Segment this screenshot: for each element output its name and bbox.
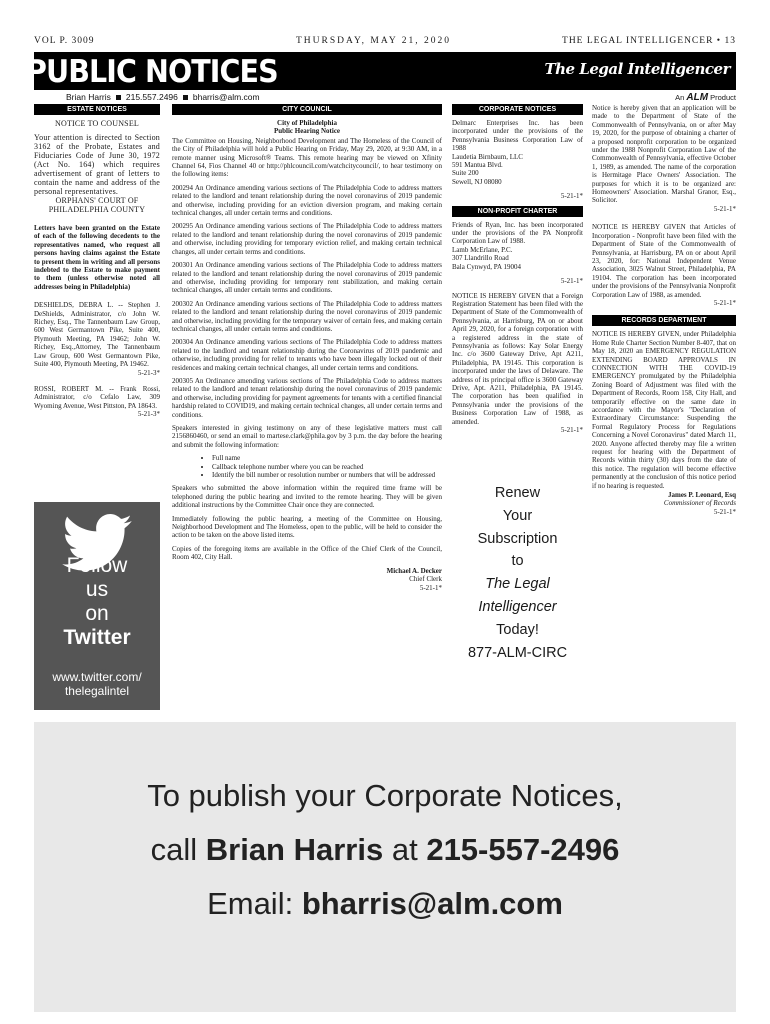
letters-granted: Letters have been granted on the Estate of each of the following decedents to the representatives named, who request all persons having claims against the Estate to present them in writing and all persons indebted to the Estate to make payment to them (unless otherwise noted all addresses being in Philadelphia): [34, 224, 160, 291]
speakers-followup: Speakers who submitted the above information within the required time frame will be telephoned during the public hearing and invited to the remote hearing. They will be given additional instructions by the Committee Chair once they are connected.: [172, 484, 442, 510]
page-title: PUBLIC NOTICES: [26, 54, 278, 90]
address-line: 307 Llandrillo Road: [452, 254, 509, 263]
alm-prefix: An: [675, 93, 685, 102]
section-header-city-council: CITY COUNCIL: [172, 104, 442, 115]
section-header-estate: ESTATE NOTICES: [34, 104, 160, 115]
ordinance-item: 200301 An Ordinance amending various sections of The Philadelphia Code to address matters related to the landlord and tenant relationship during the novel coronavirus of 2019 pandemic and otherwise, including providing for temporary rent stabilization, and making certain technical changes, all under certain terms and conditions.: [172, 261, 442, 295]
banner-text: call: [150, 832, 198, 867]
list-item: • Callback telephone number where you can be reached: [212, 463, 442, 471]
banner-text: at: [391, 832, 418, 867]
non-profit-notice: Notice is hereby given that an application will be made to the Department of State of the Commonwealth of Pennsylvania, on or after May 19, 2020, for the purpose of obtaining a charter of a proposed nonprofit corporation to be organized under the 1988 Nonprofit Corporation Law of the Commonwealth of Pennsylvania, effective October 1, 1989, as amended. The name of the corporation is Hermitage Place Owners' Association. The purposes for which it is to be organized are: Homeowners' Association. Marshal Granor, Esq., Solicitor.: [592, 104, 736, 205]
ordinance-item: 200305 An Ordinance amending various sections of The Philadelphia Code to address matters related to the landlord and tenant relationship during the novel coronavirus of 2019 pandemic and otherwise, including providing for payment agreements for tenants with a certified financial hardship related to COVID19, and making certain technical changes, all under certain terms and conditions.: [172, 376, 442, 419]
paper-name-page: THE LEGAL INTELLIGENCER • 13: [562, 36, 736, 46]
city-council-column: [172, 104, 442, 597]
address-line: 591 Mantua Blvd.: [452, 161, 503, 170]
banner-line-1: To publish your Corporate Notices,: [147, 778, 623, 813]
square-bullet-icon: [116, 95, 121, 100]
publish-banner: [34, 722, 736, 1012]
square-bullet-icon: [183, 95, 188, 100]
renew-line: Subscription: [477, 530, 558, 547]
follow-line: us: [85, 578, 109, 601]
alm-logo: ALM: [686, 92, 709, 103]
hearing-intro: The Committee on Housing, Neighborhood Development and The Homeless of the Council of the City of Philadelphia will hold a Public Hearing on Friday, May 29, 2020, at 9:30 AM, in a remote manner using Microsoft® Teams. This remote hearing may be viewed on Xfinity Channel 64, Fios Channel 40 or http://phlcouncil.com/watchcitycouncil/, to hear testimony on the following items:: [172, 136, 442, 179]
alm-product-tag: [675, 92, 736, 103]
contact-name: Brian Harris: [66, 92, 111, 102]
ordinance-item: 200294 An Ordinance amending various sections of The Philadelphia Code to address matters related to the landlord and tenant relationship during the novel coronavirus of 2019 pandemic and otherwise, including providing for an eviction diversion program, and making certain technical changes, all under certain terms and conditions.: [172, 183, 442, 218]
signature-name: James P. Leonard, Esq: [667, 491, 736, 500]
notice-type: Public Hearing Notice: [273, 127, 341, 136]
notice-date: 5-21-1*: [560, 277, 583, 286]
signature-title: Commissioner of Records: [663, 499, 736, 508]
legal-intelligencer-logo: The Legal Intelligencer: [544, 60, 730, 78]
notice-date: 5-21-1*: [713, 298, 736, 307]
estate-notice: DESHIELDS, DEBRA L. -- Stephen J. DeShields, Administrator, c/o John W. Richey, Esq., The Tannenbaum Law Group, 600 West Germantown Pike, Suite 400, Plymouth Meeting, PA 19462; John W. Richey, Esq.,Attorney, The Tannenbaum Law Group, 600 West Germantown Pike, Suite 400, Plymouth Meeting, PA 19462.: [34, 301, 160, 369]
signature-name: Michael A. Decker: [386, 566, 442, 575]
banner-phone[interactable]: 215-557-2496: [426, 832, 620, 867]
banner-contact-name: Brian Harris: [205, 832, 384, 867]
org-name: City of Philadelphia: [277, 119, 337, 127]
speakers-instructions: Speakers interested in giving testimony on any of these legislative matters must call 2156860460, or send an email to martese.clark@phila.gov by 3 p.m. the day before the hearing and submit the following information:: [172, 424, 442, 449]
follow-line: on: [85, 602, 109, 625]
contact-phone: 215.557.2496: [125, 92, 178, 102]
address-line: Lamb McErlane, P.C.: [452, 245, 513, 254]
volume-label: VOL P. 3009: [34, 36, 95, 46]
contact-email[interactable]: bharris@alm.com: [192, 92, 260, 102]
ordinance-item: 200295 An Ordinance amending various sections of The Philadelphia Code to address matters related to the landlord and tenant relationship during the novel coronavirus of 2019 pandemic and otherwise, including providing for temporary eviction relief, and making certain technical changes, all under certain terms and conditions.: [172, 222, 442, 256]
foreign-registration-notice: NOTICE IS HEREBY GIVEN that a Foreign Registration Statement has been filed with the Department of State of the Commonwealth of Pennsylvania, at Harrisburg, PA on or about April 29, 2020, for a foreign corporation with a registered address in the state of Pennsylvania as follows: Kay Solar Energy Inc. c/o 3600 Gateway Drive, Apt A211, Philadelphia, PA 19145. This corporation is incorporated under the laws of Delaware. The address of its principal office is 3600 Gateway Drive, Apt. A211, Philadelphia, PA 19145. The corporation has been qualified in Pennsylvania under the provisions of the Business Corporation Law of 1988, as amended.: [452, 291, 583, 426]
notice-date: 5-21-3*: [137, 410, 160, 419]
address-line: Sewell, NJ 08080: [452, 177, 502, 186]
list-item: • Identify the bill number or resolution number or numbers that will be addressed: [212, 471, 442, 479]
notice-date: 5-21-1*: [713, 507, 736, 516]
corporate-notice: Delmarc Enterprises Inc. has been incorporated under the provisions of the Pennsylvania Business Corporation Law of 1988: [452, 119, 583, 153]
notice-date: 5-21-3*: [137, 368, 160, 377]
renew-phone[interactable]: 877-ALM-CIRC: [467, 644, 568, 661]
renew-line: The Legal: [485, 576, 550, 593]
ordinance-item: 200302 An Ordinance amending various sections of The Philadelphia Code to address matters related to the landlord and tenant relationship during the novel coronavirus of 2019 pandemic and otherwise, including providing for the temporary waiver of certain fees, and making certain technical changes, all under certain terms and conditions.: [172, 299, 442, 333]
signature-title: Chief Clerk: [409, 575, 442, 584]
banner-text: Email:: [207, 886, 294, 921]
issue-date: THURSDAY, MAY 21, 2020: [296, 36, 451, 46]
contact-line: [66, 92, 260, 102]
corporate-notices-column: [452, 104, 583, 439]
notice-date: 5-21-1*: [713, 204, 736, 213]
renew-line: to: [511, 553, 524, 570]
address-line: Bala Cynwyd, PA 19004: [452, 262, 521, 271]
list-item: • Full name: [212, 454, 442, 462]
section-header-non-profit: NON-PROFIT CHARTER: [452, 206, 583, 217]
notice-date: 5-21-1*: [560, 426, 583, 434]
ordinance-item: 200304 An Ordinance amending various sections of The Philadelphia Code to address matters related to the landlord and tenant relationship during the Coronavirus of 2019 pandemic and otherwise, including providing for relief to tenants who have been illegally locked out of their residences and making certain technical changes, all under certain terms and conditions.: [172, 338, 442, 372]
notice-date: 5-21-1*: [560, 192, 583, 201]
renew-subscription-ad[interactable]: [452, 482, 583, 664]
notices-column-right: [592, 104, 736, 521]
notice-title: NOTICE TO COUNSEL: [55, 119, 139, 128]
twitter-url-line: www.twitter.com/: [52, 670, 142, 684]
info-list: [212, 454, 442, 479]
court-name: ORPHANS' COURT OF PHILADELPHIA COUNTY: [48, 196, 146, 214]
meeting-notice: Immediately following the public hearing, a meeting of the Committee on Housing, Neighborhood Development and The Homeless, open to the public, will be held to consider the action to be taken on the above listed items.: [172, 514, 442, 540]
address-line: Suite 200: [452, 169, 479, 178]
twitter-url-line: thelegalintel: [64, 684, 130, 698]
follow-line: Follow: [66, 554, 128, 577]
address-block: [452, 246, 583, 271]
renew-line: Intelligencer: [478, 598, 557, 615]
estate-notice: ROSSI, ROBERT M. -- Frank Rossi, Administrator, c/o Cefalo Law, 309 Wyoming Avenue, West Pittston, PA 18643.: [34, 384, 160, 410]
non-profit-notice: Friends of Ryan, Inc. has been incorporated under the provisions of the PA Nonprofit Corporation Law of 1988.: [452, 220, 583, 246]
banner-email[interactable]: bharris@alm.com: [301, 886, 563, 921]
articles-notice: NOTICE IS HEREBY GIVEN that Articles of Incorporation - Nonprofit have been filed with the Department of State of the Commonwealth of Pennsylvania, at Harrisburg, PA on or about April 23, 2020, for: National Independent Venue Association, 3025 Walnut Street, Philadelphia, PA 19104. The corporation has been incorporated under the provisions of the Pennsylvania Nonprofit Corporation Law of 1988, as amended.: [592, 223, 736, 299]
banner-line-3: [34, 886, 736, 922]
renew-line: Today!: [496, 621, 539, 638]
section-header-corporate: CORPORATE NOTICES: [452, 104, 583, 115]
renew-line: Renew: [494, 485, 541, 501]
section-header-records: RECORDS DEPARTMENT: [592, 315, 736, 326]
notice-body: Your attention is directed to Section 3162 of the Probate, Estates and Fiduciaries Code of June 30, 1972 (Act No. 164) which requires advertisement of grant of letters to contain the name and address of the personal representatives.: [34, 133, 160, 196]
alm-suffix: Product: [710, 93, 736, 102]
twitter-follow-text: [34, 554, 160, 650]
banner-line-2: [34, 832, 736, 868]
address-line: Laudetia Birnbaum, LLC: [452, 152, 523, 161]
copies-notice: Copies of the foregoing items are available in the Office of the Chief Clerk of the Council, Room 402, City Hall.: [172, 544, 442, 562]
twitter-ad[interactable]: [34, 502, 160, 710]
notice-date: 5-21-1*: [419, 583, 442, 592]
records-notice: NOTICE IS HEREBY GIVEN, under Philadelphia Home Rule Charter Section Number 8-407, that on May 18, 2020 an EMERGENCY REGULATION EXTENDING BOARD APPROVALS IN CONNECTION WITH THE COVID-19 EMERGENCY promulgated by the Philadelphia Zoning Board of Adjustment was filed with the Department of Records, Room 158, City Hall, and temporarily effective on the same date in accordance with the Mayor's "Declaration of Extraordinary Circumstance: Suspending the Formal Regulatory Process for Regulations Concerning a Novel Coronavirus" dated March 11, 2020. Anyone affected thereby may file a written request for hearing with the Department of Records within thirty (30) days from the date of this notice. The regulation will become effective permanently at the conclusion of this notice period if no hearing is requested.: [592, 330, 736, 490]
estate-notices-column: [34, 104, 160, 424]
address-block: [452, 153, 583, 187]
twitter-url[interactable]: [34, 670, 160, 698]
renew-line: Your: [502, 507, 533, 524]
follow-line: Twitter: [63, 626, 131, 649]
